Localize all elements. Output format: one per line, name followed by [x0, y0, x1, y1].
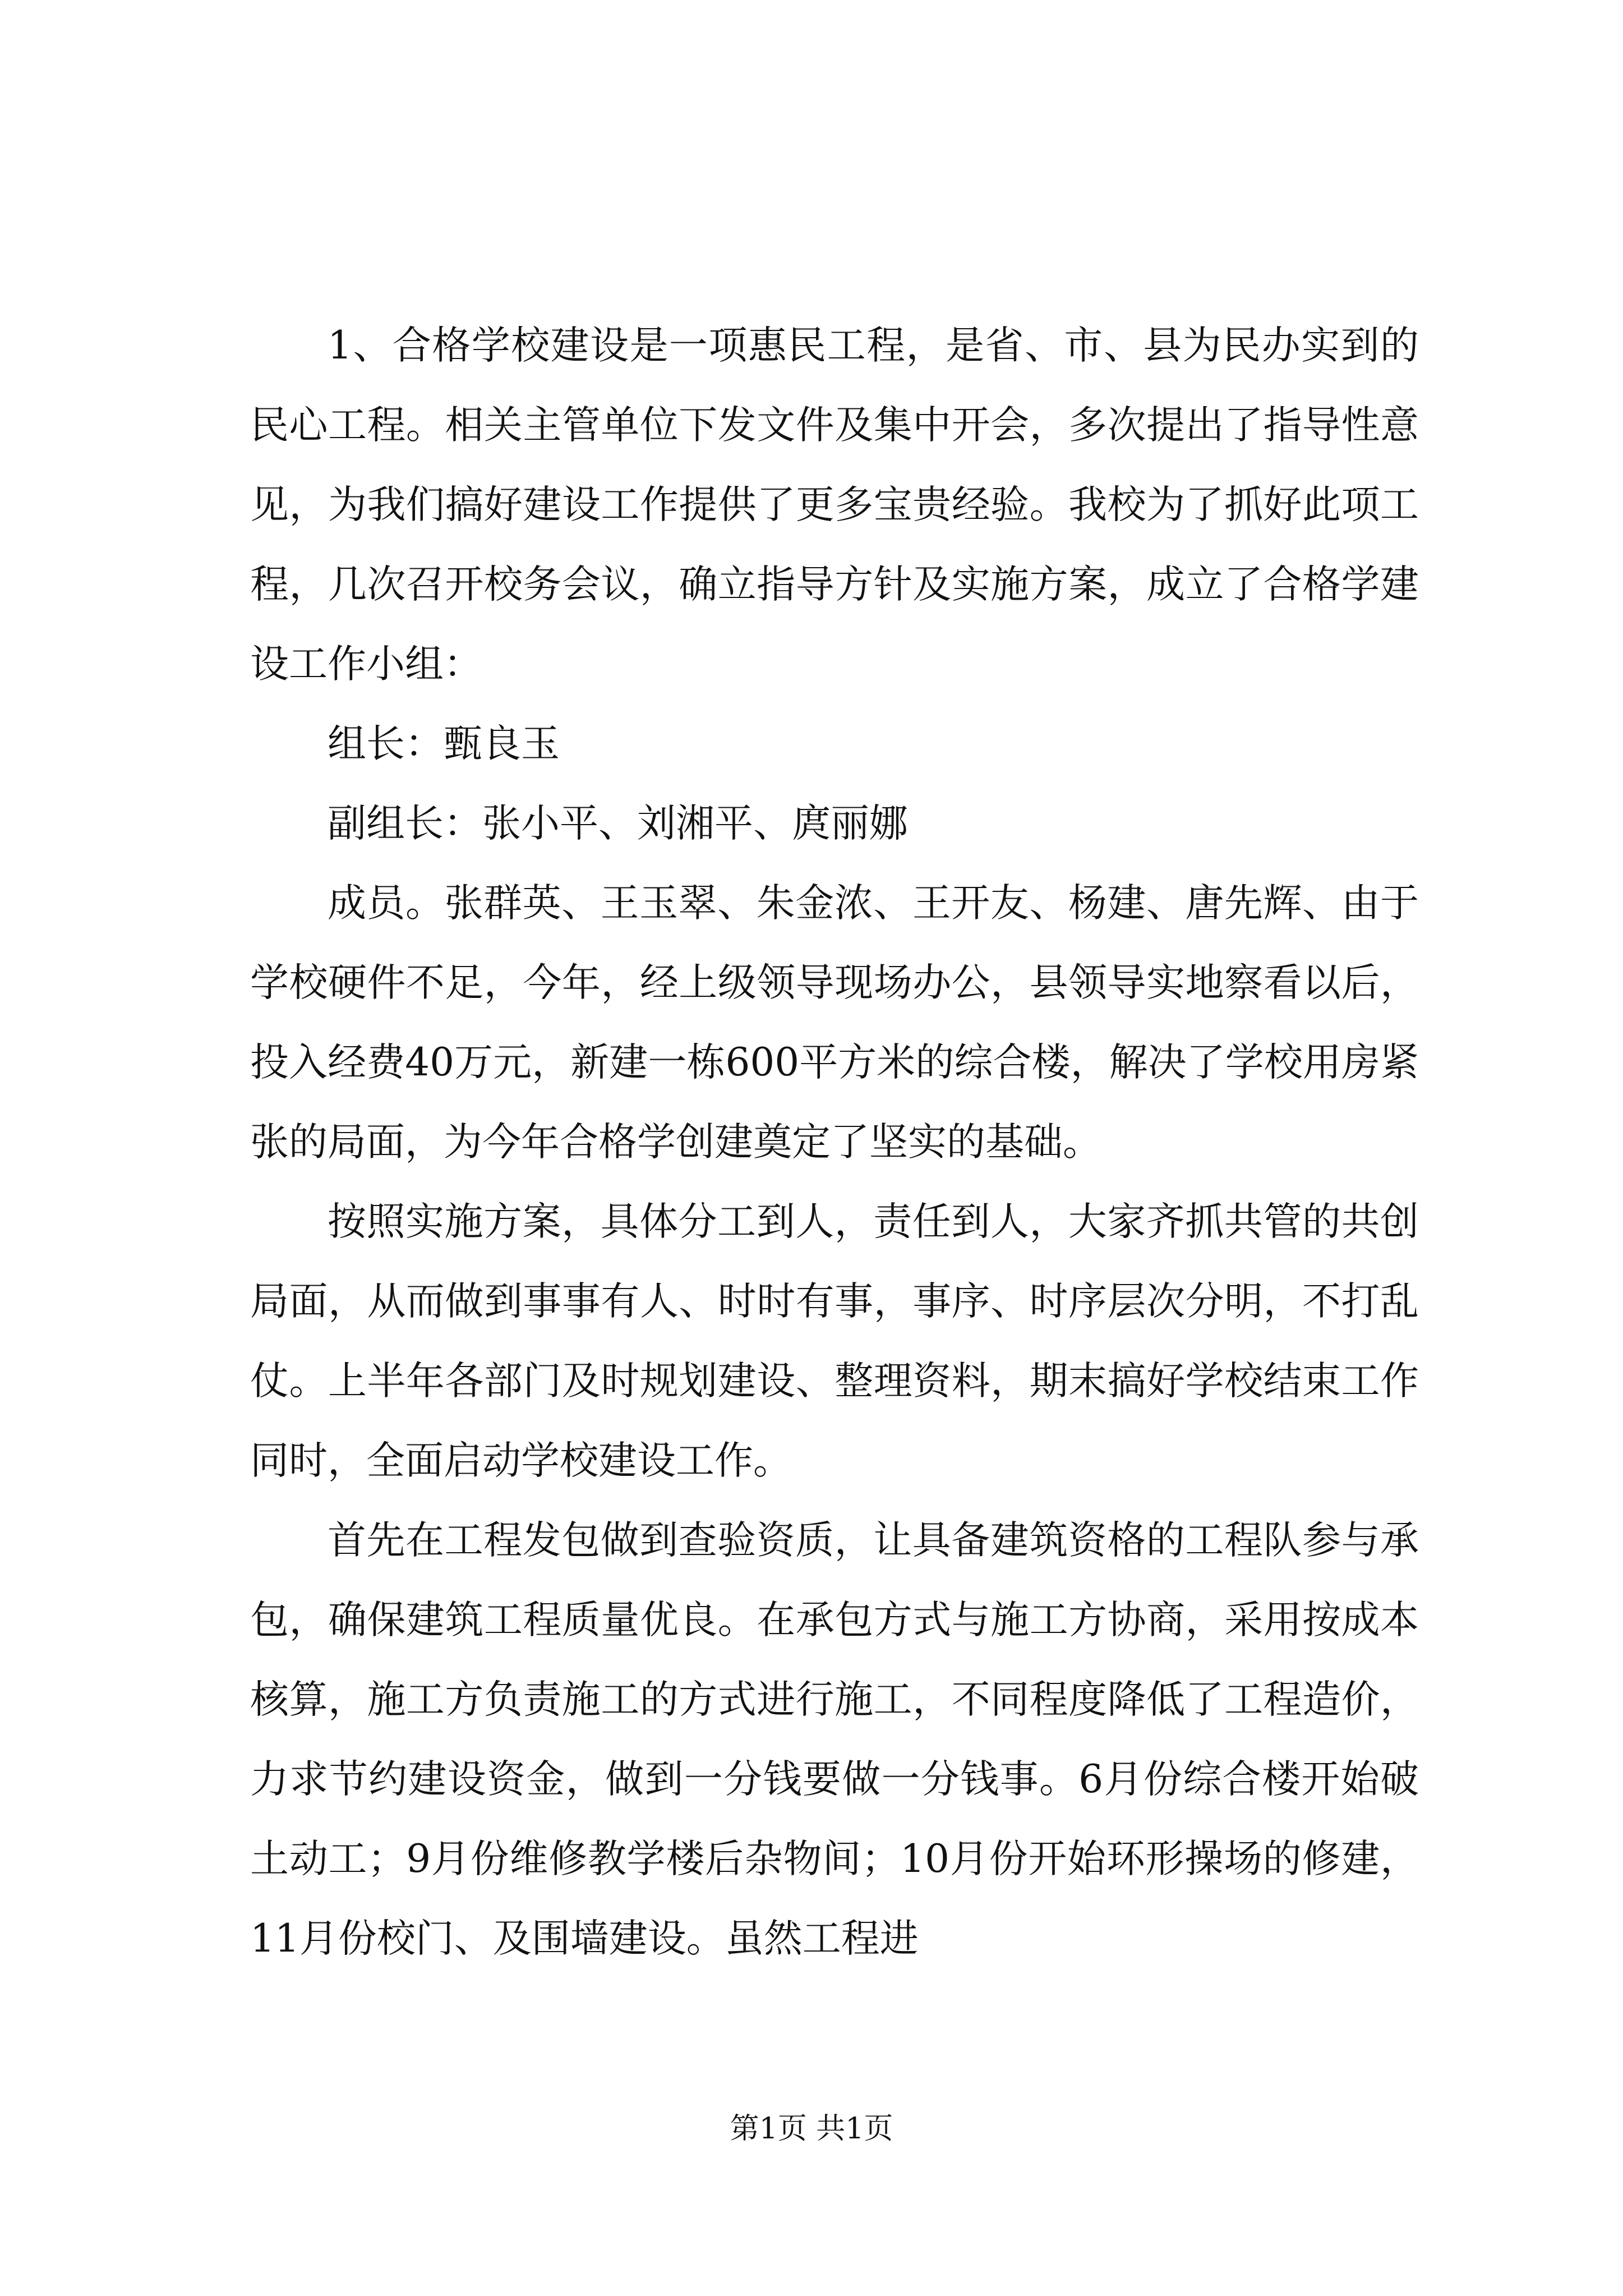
paragraph-members: 成员。张群英、王玉翠、朱金浓、王开友、杨建、唐先辉、由于学校硬件不足，今年，经上级领导现场办公，县领导实地察看以后，投入经费40万元，新建一栋600平方米的综合楼，解决了学校用房紧张的局面，为今年合格学创建奠定了坚实的基础。 — [250, 881, 1419, 1165]
paragraph-implementation: 按照实施方案，具体分工到人，责任到人，大家齐抓共管的共创局面，从而做到事事有人、时时有事，事序、时序层次分明，不打乱仗。上半年各部门及时规划建设、整理资料，期末搞好学校结束工作同时，全面启动学校建设工作。 — [250, 1199, 1419, 1483]
paragraph-construction: 首先在工程发包做到查验资质，让具备建筑资格的工程队参与承包，确保建筑工程质量优良。在承包方式与施工方协商，采用按成本核算，施工方负责施工的方式进行施工，不同程度降低了工程造价，力求节约建设资金，做到一分钱要做一分钱事。6月份综合楼开始破土动工；9月份维修教学楼后杂物间；10月份开始环形操场的修建，11月份校门、及围墙建设。虽然工程进 — [250, 1518, 1419, 1961]
paragraph-group-leader: 组长：甄良玉 — [328, 721, 560, 766]
paragraph-deputy-leaders: 副组长：张小平、刘湘平、庹丽娜 — [328, 801, 908, 846]
paragraph-intro: 1、合格学校建设是一项惠民工程，是省、市、县为民办实到的民心工程。相关主管单位下发文件及集中开会，多次提出了指导性意见，为我们搞好建设工作提供了更多宝贵经验。我校为了抓好此项工程，几次召开校务会议，确立指导方针及实施方案，成立了合格学建设工作小组： — [250, 323, 1419, 687]
document-body — [250, 306, 1419, 1978]
page-footer: 第1页 共1页 — [730, 2112, 893, 2146]
